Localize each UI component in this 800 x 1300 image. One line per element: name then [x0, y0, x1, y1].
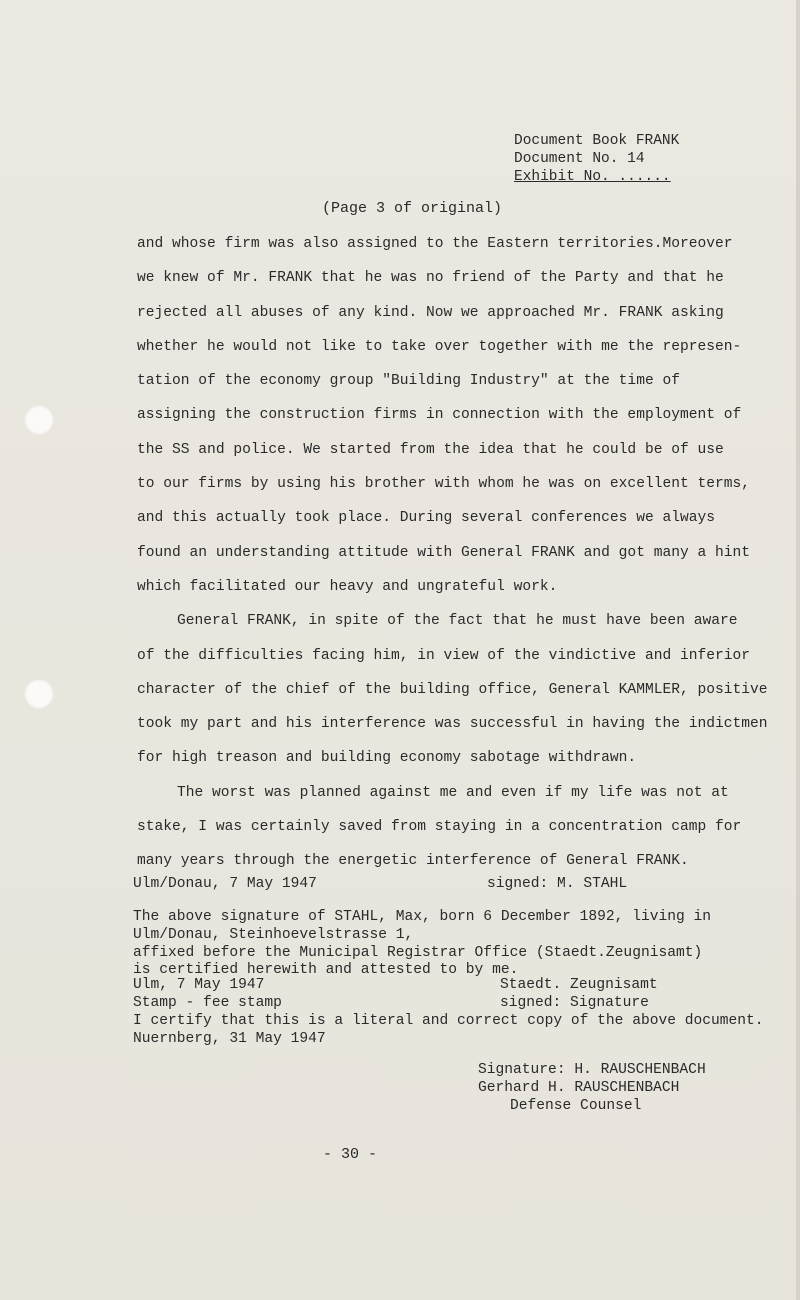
- body-line: The worst was planned against me and even if my life was not at: [177, 784, 729, 801]
- signatory-name: Gerhard H. RAUSCHENBACH: [478, 1079, 680, 1096]
- body-line: and whose firm was also assigned to the Eastern territories.Moreover: [137, 236, 733, 252]
- document-number-label: Document No. 14: [514, 151, 645, 167]
- page-number: - 30 -: [322, 1146, 377, 1163]
- page-of-original: (Page 3 of original): [322, 200, 503, 217]
- body-line: whether he would not like to take over together with me the represen-: [137, 338, 742, 355]
- certification-line: affixed before the Municipal Registrar Office (Staedt.Zeugnisamt): [133, 944, 703, 961]
- page-edge: [796, 0, 800, 1300]
- body-line: many years through the energetic interference of General FRANK.: [137, 853, 689, 870]
- body-line: of the difficulties facing him, in view of the vindictive and inferior: [137, 647, 751, 664]
- body-line: stake, I was certainly saved from staying in a concentration camp for: [137, 819, 742, 836]
- exhibit-number-label: Exhibit No. ......: [514, 169, 671, 185]
- dateline-signed: signed: M. STAHL: [487, 876, 628, 892]
- body-line: tation of the economy group "Building Industry" at the time of: [137, 373, 680, 390]
- certification-signed: signed: Signature: [500, 994, 649, 1011]
- certification-left-column: [133, 977, 282, 1013]
- certification-text: [133, 909, 773, 980]
- body-line: we knew of Mr. FRANK that he was no friend of the Party and that he: [137, 270, 724, 287]
- certification-place-date: Ulm, 7 May 1947: [133, 977, 265, 993]
- certification-line: Ulm/Donau, Steinhoevelstrasse 1,: [133, 926, 414, 943]
- certification-stamp: Stamp - fee stamp: [133, 994, 282, 1011]
- body-line: and this actually took place. During several conferences we always: [137, 510, 716, 527]
- copy-certification: [133, 1013, 764, 1049]
- body-line: character of the chief of the building office, General KAMMLER, positive: [137, 681, 768, 698]
- signature-line: Signature: H. RAUSCHENBACH: [478, 1062, 706, 1078]
- certification-line: is certified herewith and attested to by me.: [133, 962, 519, 979]
- body-text: [137, 227, 768, 879]
- certification-right-column: [500, 977, 658, 1013]
- punch-hole-upper: [24, 405, 54, 435]
- signature-block: [478, 1062, 706, 1115]
- body-line: which facilitated our heavy and ungrateful work.: [137, 578, 558, 595]
- body-line: to our firms by using his brother with whom he was on excellent terms,: [137, 476, 751, 493]
- body-line: General FRANK, in spite of the fact that he must have been aware: [177, 613, 738, 630]
- certification-office: Staedt. Zeugnisamt: [500, 977, 658, 993]
- body-line: took my part and his interference was successful in having the indictmen: [137, 716, 768, 733]
- dateline-place-date: Ulm/Donau, 7 May 1947: [133, 876, 317, 892]
- signatory-title: Defense Counsel: [510, 1097, 642, 1114]
- body-line: assigning the construction firms in connection with the employment of: [137, 407, 742, 424]
- body-line: for high treason and building economy sabotage withdrawn.: [137, 750, 637, 767]
- certification-line: The above signature of STAHL, Max, born 6 December 1892, living in: [133, 909, 712, 925]
- body-line: the SS and police. We started from the idea that he could be of use: [137, 441, 724, 458]
- document-header: [514, 132, 679, 186]
- document-book-label: Document Book FRANK: [514, 133, 680, 149]
- punch-hole-lower: [24, 679, 54, 709]
- copy-certification-statement: I certify that this is a literal and correct copy of the above document.: [133, 1013, 764, 1029]
- copy-certification-place-date: Nuernberg, 31 May 1947: [133, 1030, 326, 1047]
- body-line: found an understanding attitude with General FRANK and got many a hint: [137, 544, 751, 561]
- body-line: rejected all abuses of any kind. Now we approached Mr. FRANK asking: [137, 304, 724, 321]
